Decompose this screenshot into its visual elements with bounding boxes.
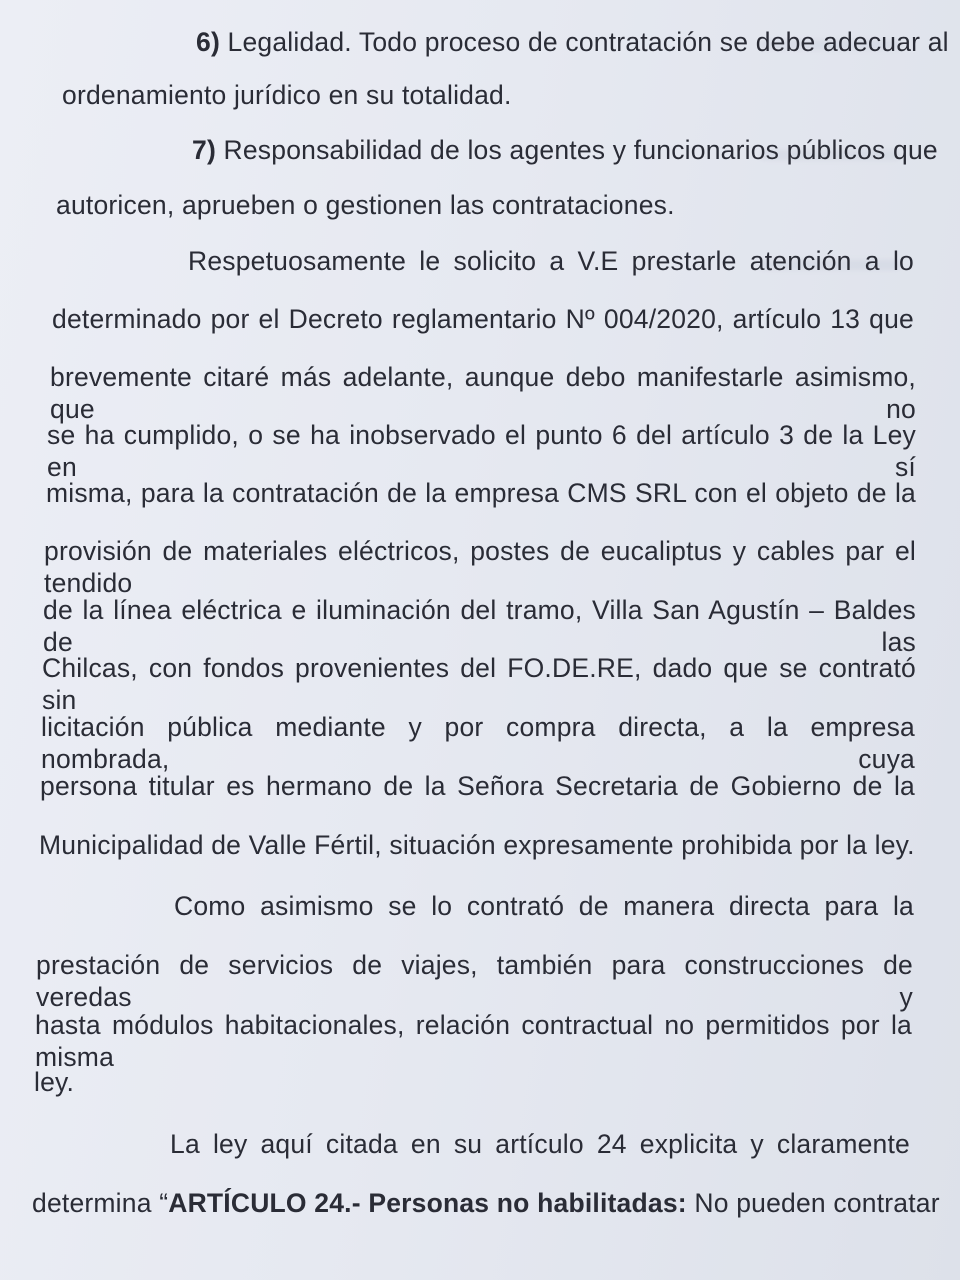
para3-line: determina “ARTÍCULO 24.- Personas no habilitadas: No pueden contratar (32, 1188, 940, 1218)
para1-line: se ha cumplido, o se ha inobservado el punto 6 del artículo 3 de la Ley en sí (47, 420, 916, 482)
item-6-line-2: ordenamiento jurídico en su totalidad. (62, 80, 512, 110)
para1-line: brevemente citaré más adelante, aunque debo manifestarle asimismo, que no (50, 362, 916, 424)
para1-line: Municipalidad de Valle Fértil, situación expresamente prohibida por la ley. (39, 830, 915, 860)
para1-line: misma, para la contratación de la empresa CMS SRL con el objeto de la (46, 478, 916, 508)
item-7-line-1: 7) Responsabilidad de los agentes y funcionarios públicos que (192, 135, 938, 165)
item-6-line-1: 6) Legalidad. Todo proceso de contratación se debe adecuar al (196, 27, 949, 57)
item-7-line-2: autoricen, aprueben o gestionen las contrataciones. (56, 190, 675, 220)
para2-line: hasta módulos habitacionales, relación contractual no permitidos por la misma (35, 1010, 912, 1072)
para1-line: Chilcas, con fondos provenientes del FO.DE.RE, dado que se contrató sin (42, 653, 916, 715)
para1-line: provisión de materiales eléctricos, postes de eucaliptus y cables par el tendido (44, 536, 916, 598)
para3-line: La ley aquí citada en su artículo 24 explicita y claramente (170, 1129, 910, 1159)
para1-line: persona titular es hermano de la Señora Secretaria de Gobierno de la (40, 771, 915, 801)
para2-line: Como asimismo se lo contrató de manera directa para la (174, 891, 914, 921)
para1-line: Respetuosamente le solicito a V.E prestarle atención a lo (188, 246, 914, 276)
para2-line: ley. (34, 1067, 75, 1097)
para1-line: determinado por el Decreto reglamentario Nº 004/2020, artículo 13 que (52, 304, 914, 334)
para2-line: prestación de servicios de viajes, también para construcciones de veredas y (36, 950, 913, 1012)
para1-line: licitación pública mediante y por compra directa, a la empresa nombrada, cuya (41, 712, 915, 774)
para1-line: de la línea eléctrica e iluminación del tramo, Villa San Agustín – Baldes de las (43, 595, 916, 657)
